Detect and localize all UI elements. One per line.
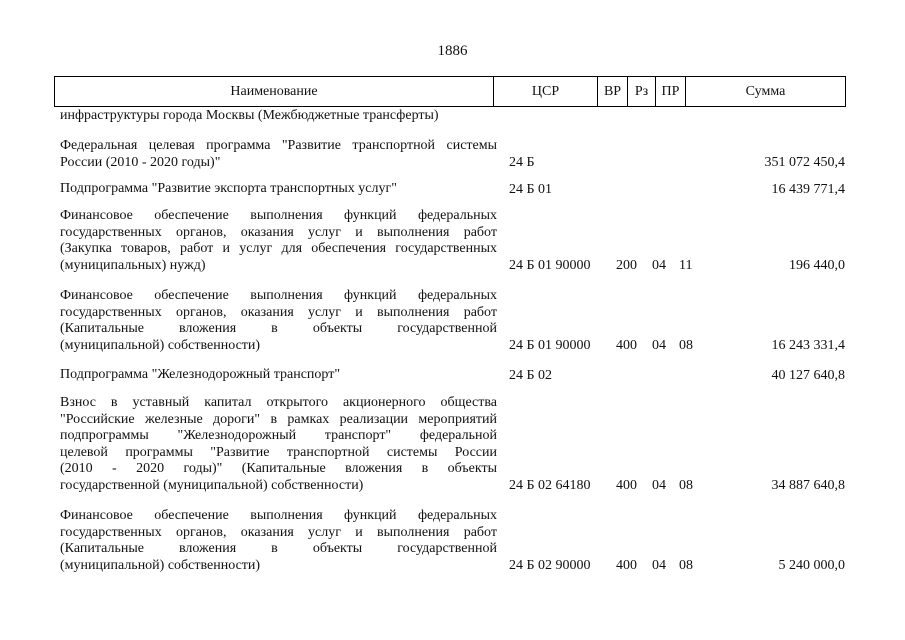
row-vr: 400 [616, 337, 637, 353]
name-line: (муниципальной) собственности) [60, 337, 261, 353]
name-line: (2010 - 2020 годы)" (Капитальные вложения в объекты [60, 461, 497, 476]
table-row [60, 138, 845, 171]
table-header [54, 76, 846, 107]
row-csr: 24 Б 02 64180 [509, 477, 591, 493]
table-row [60, 108, 845, 125]
row-csr: 24 Б 01 [509, 181, 553, 197]
row-csr: 24 Б [509, 154, 535, 170]
table-row [60, 288, 845, 354]
row-vr: 400 [616, 477, 637, 493]
name-line: Финансовое обеспечение выполнения функций федеральных [60, 208, 497, 223]
row-pr: 11 [679, 257, 693, 273]
row-csr: 24 Б 02 [509, 367, 553, 383]
row-csr: 24 Б 02 90000 [509, 557, 591, 573]
row-sum: 16 243 331,4 [771, 337, 845, 353]
row-pr: 08 [679, 557, 693, 573]
row-sum: 16 439 771,4 [771, 181, 845, 197]
name-line: Подпрограмма "Железнодорожный транспорт" [60, 367, 341, 382]
column-header-name: Наименование [55, 77, 494, 107]
row-sum: 351 072 450,4 [764, 154, 845, 170]
name-line: (муниципальных) нужд) [60, 257, 206, 273]
row-pr: 08 [679, 477, 693, 493]
column-header-sum: Сумма [686, 77, 846, 107]
name-line: Финансовое обеспечение выполнения функций федеральных [60, 288, 497, 303]
row-name [60, 208, 497, 274]
column-header-csr: ЦСР [494, 77, 598, 107]
row-name [60, 138, 497, 171]
row-vr: 200 [616, 257, 637, 273]
name-line: Взнос в уставный капитал открытого акционерного общества [60, 395, 497, 410]
row-rz: 04 [652, 557, 666, 573]
row-name [60, 288, 497, 354]
row-rz: 04 [652, 337, 666, 353]
name-line: Подпрограмма "Развитие экспорта транспортных услуг" [60, 181, 397, 196]
table-row [60, 508, 845, 574]
row-vr: 400 [616, 557, 637, 573]
name-line: (муниципальной) собственности) [60, 557, 261, 573]
name-line: Федеральная целевая программа "Развитие транспортной системы [60, 138, 497, 153]
name-line: "Российские железные дороги" в рамках реализации мероприятий [60, 411, 497, 427]
page-number: 1886 [437, 43, 468, 59]
row-name [60, 108, 497, 125]
row-rz: 04 [652, 257, 666, 273]
row-name [60, 181, 497, 198]
table-row [60, 208, 845, 274]
row-rz: 04 [652, 477, 666, 493]
name-line: (Закупка товаров, работ и услуг для обеспечения государственных [60, 241, 497, 256]
row-csr: 24 Б 01 90000 [509, 257, 591, 273]
table-row [60, 367, 845, 384]
table-row [60, 395, 845, 494]
row-name [60, 508, 497, 574]
row-name [60, 367, 497, 384]
name-line: инфраструктуры города Москвы (Межбюджетные трансферты) [60, 108, 439, 123]
row-csr: 24 Б 01 90000 [509, 337, 591, 353]
name-line: (Капитальные вложения в объекты государственной [60, 541, 497, 556]
row-name [60, 395, 497, 494]
row-sum: 40 127 640,8 [771, 367, 845, 383]
name-line: (Капитальные вложения в объекты государственной [60, 321, 497, 336]
row-sum: 196 440,0 [789, 257, 845, 273]
column-header-pr: ПР [656, 77, 686, 107]
name-line: государственной (муниципальной) собственности) [60, 477, 364, 493]
name-line: государственных органов, оказания услуг и выполнения работ [60, 524, 497, 540]
name-line: государственных органов, оказания услуг и выполнения работ [60, 224, 497, 240]
column-header-vr: ВР [598, 77, 628, 107]
name-line: Финансовое обеспечение выполнения функций федеральных [60, 508, 497, 523]
column-header-rz: Рз [628, 77, 656, 107]
name-line: подпрограммы "Железнодорожный транспорт" федеральной [60, 428, 497, 443]
name-line: России (2010 - 2020 годы)" [60, 154, 221, 170]
table-row [60, 181, 845, 198]
name-line: целевой программы "Развитие транспортной системы России [60, 444, 497, 460]
name-line: государственных органов, оказания услуг и выполнения работ [60, 304, 497, 320]
row-sum: 34 887 640,8 [771, 477, 845, 493]
row-sum: 5 240 000,0 [778, 557, 845, 573]
row-pr: 08 [679, 337, 693, 353]
